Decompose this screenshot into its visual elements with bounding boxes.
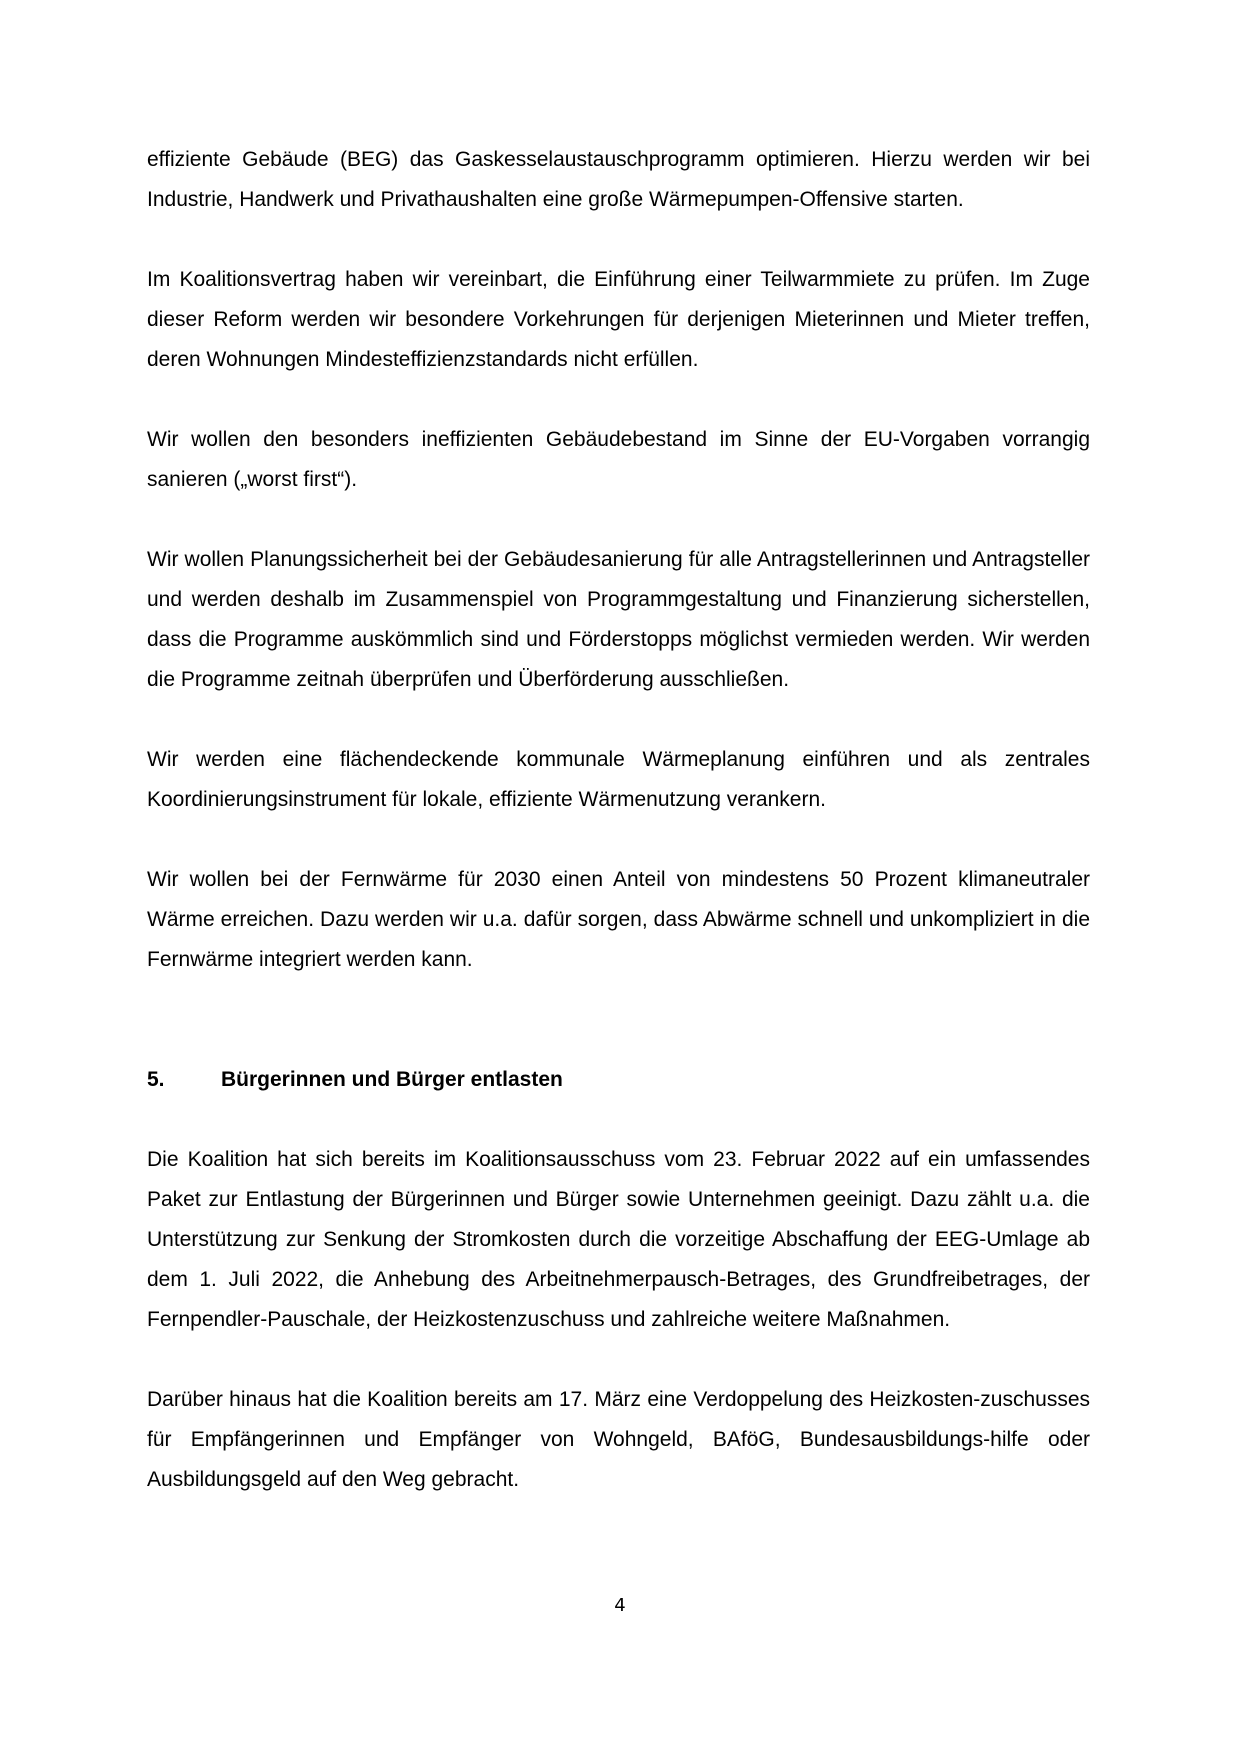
paragraph: Die Koalition hat sich bereits im Koalitionsausschuss vom 23. Februar 2022 auf ein umfassendes Paket zur Entlastung der Bürgerinnen und Bürger sowie Unternehmen geeinigt. Dazu zählt u.a. die Unterstützung zur Senkung der Stromkosten durch die vorzeitige Abschaffung der EEG-Umlage ab dem 1. Juli 2022, die Anhebung des Arbeitnehmerpausch-Betrages, des Grundfreibetrages, der Fernpendler-Pauschale, der Heizkostenzuschuss und zahlreiche weitere Maßnahmen. [147, 1148, 1090, 1331]
paragraph: Wir wollen den besonders ineffizienten Gebäudebestand im Sinne der EU-Vorgaben vorrangig sanieren („worst first“). [147, 428, 1090, 491]
paragraph: Wir wollen Planungssicherheit bei der Gebäudesanierung für alle Antragstellerinnen und Antragsteller und werden deshalb im Zusammenspiel von Programmgestaltung und Finanzierung sicherstellen, dass die Programme auskömmlich sind und Förderstopps möglichst vermieden werden. Wir werden die Programme zeitnah überprüfen und Überförderung ausschließen. [147, 548, 1090, 691]
paragraph: effiziente Gebäude (BEG) das Gaskesselaustauschprogramm optimieren. Hierzu werden wir bei Industrie, Handwerk und Privathaushalten eine große Wärmepumpen-Offensive starten. [147, 148, 1090, 211]
paragraph: Wir werden eine flächendeckende kommunale Wärmeplanung einführen und als zentrales Koordinierungsinstrument für lokale, effiziente Wärmenutzung verankern. [147, 748, 1090, 811]
section-title: Bürgerinnen und Bürger entlasten [221, 1068, 563, 1091]
section-number: 5. [147, 1068, 165, 1091]
section-heading [147, 1060, 1090, 1100]
document-body [147, 140, 1090, 1500]
paragraph: Darüber hinaus hat die Koalition bereits am 17. März eine Verdoppelung des Heizkosten-zuschusses für Empfängerinnen und Empfänger von Wohngeld, BAföG, Bundesausbildungs-hilfe oder Ausbildungsgeld auf den Weg gebracht. [147, 1388, 1090, 1491]
paragraph: Wir wollen bei der Fernwärme für 2030 einen Anteil von mindestens 50 Prozent klimaneutraler Wärme erreichen. Dazu werden wir u.a. dafür sorgen, dass Abwärme schnell und unkompliziert in die Fernwärme integriert werden kann. [147, 868, 1090, 971]
paragraph: Im Koalitionsvertrag haben wir vereinbart, die Einführung einer Teilwarmmiete zu prüfen. Im Zuge dieser Reform werden wir besondere Vorkehrungen für derjenigen Mieterinnen und Mieter treffen, deren Wohnungen Mindesteffizienzstandards nicht erfüllen. [147, 268, 1090, 371]
page-number: 4 [614, 1595, 626, 1616]
